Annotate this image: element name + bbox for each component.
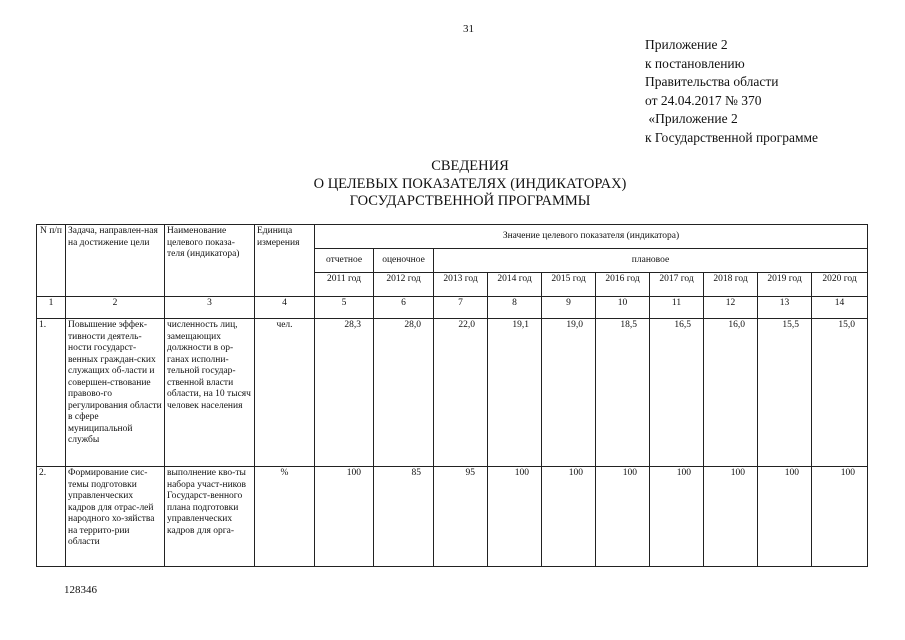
row-value: 22,0 (434, 319, 488, 467)
row-indicator (165, 467, 255, 567)
row-value: 95 (434, 467, 488, 567)
year-header: 2015 год (542, 273, 596, 297)
appendix-line: от 24.04.2017 № 370 (645, 92, 762, 108)
year-header: 2019 год (758, 273, 812, 297)
row-value: 19,0 (542, 319, 596, 467)
row-value: 100 (542, 467, 596, 567)
row-value: 16,5 (650, 319, 704, 467)
column-number: 2 (66, 297, 165, 319)
row-value: 100 (812, 467, 868, 567)
row-unit: чел. (255, 319, 315, 467)
year-header: 2012 год (374, 273, 434, 297)
row-value: 15,0 (812, 319, 868, 467)
row-num: 2. (37, 467, 66, 567)
row-task: Повышение эффек-тивности деятель-ности государст-венных граждан-ских служащих об-ласти и совершен-ствование правово-го регулирования области в сфере муниципальной службы (66, 319, 165, 467)
column-number: 5 (315, 297, 374, 319)
row-value: 28,0 (374, 319, 434, 467)
row-unit: % (255, 467, 315, 567)
column-number: 3 (165, 297, 255, 319)
appendix-line: к Государственной программе (645, 129, 819, 145)
row-value: 100 (488, 467, 542, 567)
row-num: 1. (37, 319, 66, 467)
column-number: 9 (542, 297, 596, 319)
year-header: 2013 год (434, 273, 488, 297)
column-number: 8 (488, 297, 542, 319)
row-value: 100 (596, 467, 650, 567)
column-number: 12 (704, 297, 758, 319)
row-value: 15,5 (758, 319, 812, 467)
title-line: О ЦЕЛЕВЫХ ПОКАЗАТЕЛЯХ (ИНДИКАТОРАХ) (313, 175, 627, 192)
row-indicator-text: выполнение кво-ты набора участ-ников Государст-венного плана подготовки управленческих кадров для орга- (167, 468, 247, 536)
indicators-table (36, 224, 868, 567)
title-line: СВЕДЕНИЯ (431, 158, 509, 174)
column-number: 1 (37, 297, 66, 319)
header-estimated: оценочное (374, 249, 434, 273)
header-reported: отчетное (315, 249, 374, 273)
row-value: 100 (704, 467, 758, 567)
page-number: 31 (463, 23, 474, 35)
appendix-reference (645, 36, 818, 147)
header-indicator: Наименование целевого показа-теля (индикатора) (165, 225, 255, 297)
table-row (37, 319, 868, 467)
document-code: 128346 (64, 584, 97, 596)
row-value: 100 (758, 467, 812, 567)
header-task: Задача, направлен-ная на достижение цели (66, 225, 165, 297)
column-number-row (37, 297, 868, 319)
appendix-line: к постановлению (645, 55, 745, 71)
document-title (0, 158, 905, 211)
appendix-line: «Приложение 2 (645, 111, 738, 126)
row-value: 100 (650, 467, 704, 567)
row-value: 16,0 (704, 319, 758, 467)
year-header: 2017 год (650, 273, 704, 297)
year-header: 2011 год (315, 273, 374, 297)
column-number: 7 (434, 297, 488, 319)
row-value: 18,5 (596, 319, 650, 467)
year-header: 2014 год (488, 273, 542, 297)
row-value: 28,3 (315, 319, 374, 467)
row-value: 100 (315, 467, 374, 567)
year-header: 2016 год (596, 273, 650, 297)
column-number: 13 (758, 297, 812, 319)
header-planned: плановое (434, 249, 868, 273)
header-value-group: Значение целевого показателя (индикатора) (315, 225, 868, 249)
column-number: 6 (374, 297, 434, 319)
row-value: 19,1 (488, 319, 542, 467)
appendix-line: Приложение 2 (645, 37, 728, 52)
year-header: 2020 год (812, 273, 868, 297)
header-row (37, 225, 868, 249)
table-row (37, 467, 868, 567)
row-task: Формирование сис-темы подготовки управленческих кадров для отрас-лей народного хо-зяйства на террито-рии области (66, 467, 165, 567)
appendix-line: Правительства области (645, 74, 779, 89)
column-number: 14 (812, 297, 868, 319)
column-number: 4 (255, 297, 315, 319)
header-num: N п/п (37, 225, 66, 297)
header-unit: Единица измерения (255, 225, 315, 297)
column-number: 11 (650, 297, 704, 319)
year-header: 2018 год (704, 273, 758, 297)
row-value: 85 (374, 467, 434, 567)
title-line: ГОСУДАРСТВЕННОЙ ПРОГРАММЫ (349, 193, 591, 209)
row-indicator: численность лиц, замещающих должности в ор-ганах исполни-тельной государ-ственной власти области, на 10 тысяч человек населения (165, 319, 255, 467)
column-number: 10 (596, 297, 650, 319)
